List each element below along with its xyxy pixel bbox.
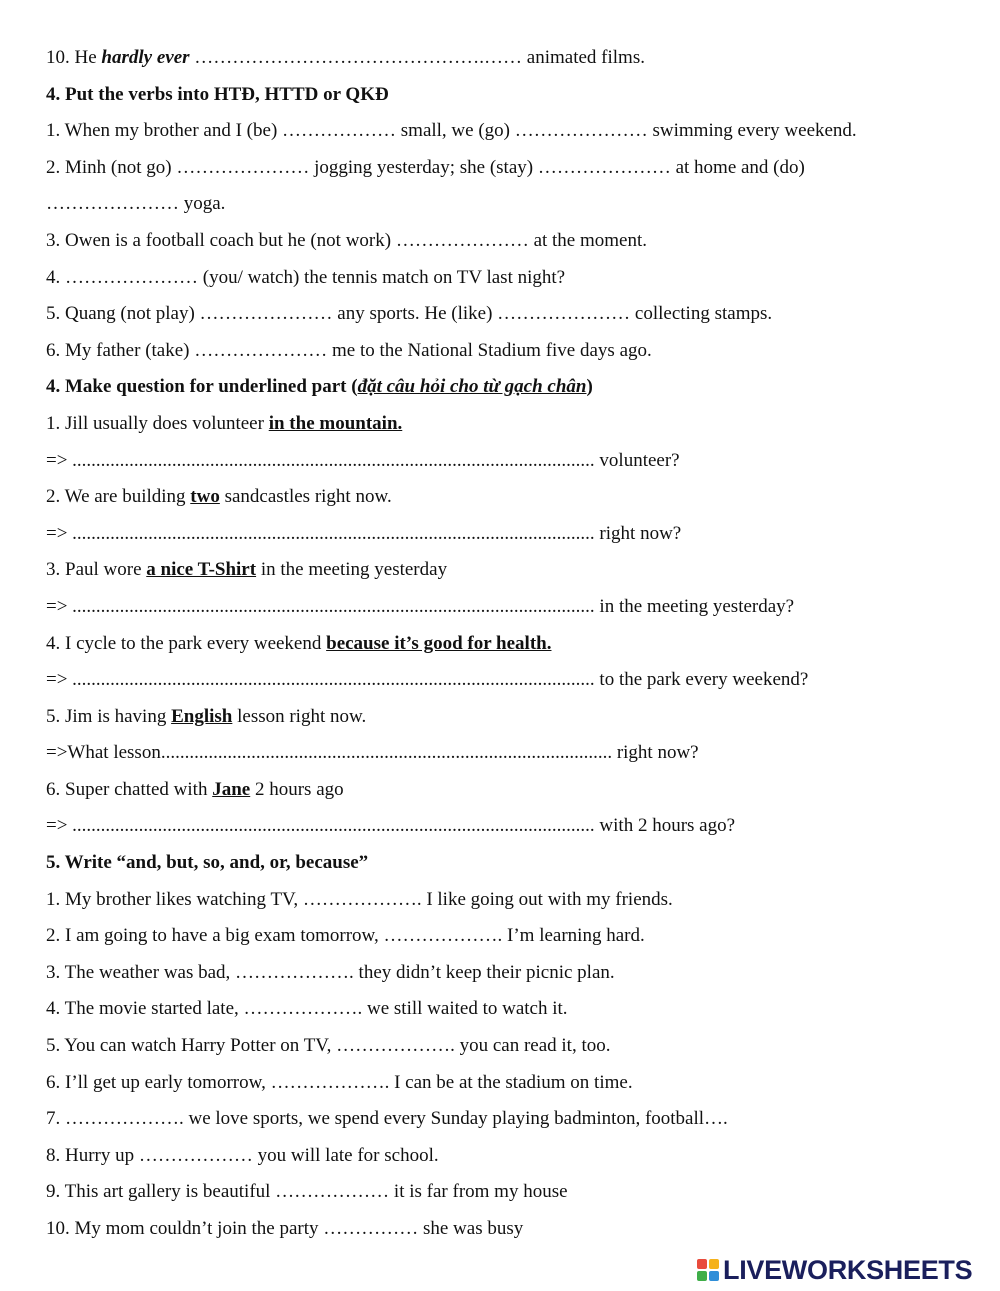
line-text: lesson right now. [232, 705, 367, 727]
underlined-text: a nice T-Shirt [146, 559, 257, 581]
worksheet-line [46, 447, 986, 484]
line-text: 4. I cycle to the park every weekend [46, 632, 327, 654]
underlined-text: because it’s good for health. [326, 632, 552, 654]
line-text: => .............................................................................................................. in the meeting yesterday? [46, 595, 795, 617]
line-text: 6. I’ll get up early tomorrow, ………………. I can be at the stadium on time. [46, 1071, 633, 1093]
underlined-text: in the mountain. [268, 412, 403, 434]
underlined-text: Jane [212, 778, 251, 800]
line-text: => .............................................................................................................. to the park every weekend? [46, 669, 809, 691]
worksheet-line [46, 959, 986, 996]
line-text: ……………………………………….…… animated films. [189, 47, 645, 68]
line-text: ………………… yoga. [46, 193, 226, 215]
worksheet-line [46, 1105, 986, 1142]
line-text: ) [586, 376, 593, 398]
worksheet-line [46, 337, 986, 374]
line-text: =>What lesson............................................................................................... right now? [46, 742, 699, 764]
worksheet-line [46, 190, 986, 227]
line-text: 2. We are building [46, 486, 191, 508]
worksheet-line [46, 1215, 986, 1252]
worksheet-line [46, 1178, 986, 1215]
worksheet-line [46, 812, 986, 849]
worksheet-line [46, 117, 986, 154]
line-text: 4. Make question for underlined part ( [46, 376, 358, 398]
logo-text: LIVEWORKSHEETS [723, 1254, 973, 1285]
worksheet-line [46, 300, 986, 337]
line-text: 5. You can watch Harry Potter on TV, ………………. you can read it, too. [46, 1035, 611, 1057]
line-text: 1. When my brother and I (be) ……………… small, we (go) ………………… swimming every weekend. [46, 120, 857, 142]
line-text: hardly ever [101, 47, 190, 68]
worksheet-line [46, 886, 986, 923]
worksheet-line [46, 703, 986, 740]
underlined-text: English [171, 705, 233, 727]
worksheet-line [46, 410, 986, 447]
worksheet-line [46, 520, 986, 557]
worksheet-line [46, 630, 986, 667]
line-text: 9. This art gallery is beautiful ……………… it is far from my house [46, 1181, 568, 1203]
line-text: => .............................................................................................................. right now? [46, 522, 682, 544]
worksheet-line [46, 776, 986, 813]
line-text: 10. My mom couldn’t join the party …………… she was busy [46, 1218, 524, 1239]
worksheet-line [46, 154, 986, 191]
line-text: 1. My brother likes watching TV, ………………. I like going out with my friends. [46, 888, 673, 910]
logo-mark-icon [697, 1259, 719, 1281]
worksheet-line [46, 849, 986, 886]
worksheet-line [46, 264, 986, 301]
line-text: 4. Put the verbs into HTĐ, HTTD or QKĐ [46, 83, 389, 105]
worksheet-line [46, 227, 986, 264]
line-text: 4. The movie started late, ………………. we still waited to watch it. [46, 998, 568, 1020]
worksheet-line [46, 483, 986, 520]
line-text: sandcastles right now. [219, 486, 392, 508]
line-text: => .............................................................................................................. with 2 hours ago? [46, 815, 736, 837]
worksheet-line [46, 44, 986, 81]
line-text: 2. Minh (not go) ………………… jogging yesterday; she (stay) ………………… at home and (do) [46, 156, 805, 178]
line-text: 6. My father (take) ………………… me to the National Stadium five days ago. [46, 339, 652, 361]
worksheet-line [46, 995, 986, 1032]
line-text: 5. Jim is having [46, 705, 172, 727]
line-text: 3. Paul wore [46, 559, 147, 581]
worksheet-line [46, 1142, 986, 1179]
line-text: 3. The weather was bad, ………………. they didn’t keep their picnic plan. [46, 961, 615, 983]
line-text: 5. Quang (not play) ………………… any sports. He (like) ………………… collecting stamps. [46, 303, 773, 325]
line-text: 2 hours ago [250, 778, 344, 800]
line-text: 1. Jill usually does volunteer [46, 412, 269, 434]
worksheet-line [46, 922, 986, 959]
worksheet-line [46, 373, 986, 410]
worksheet-line [46, 739, 986, 776]
worksheet-line [46, 1069, 986, 1106]
worksheet-page [46, 44, 986, 1252]
worksheet-line [46, 81, 986, 118]
underlined-text: two [190, 486, 220, 508]
line-text: 2. I am going to have a big exam tomorrow, ………………. I’m learning hard. [46, 925, 645, 947]
line-text: in the meeting yesterday [256, 559, 448, 581]
line-text: 4. ………………… (you/ watch) the tennis match on TV last night? [46, 266, 566, 288]
line-text: 3. Owen is a football coach but he (not work) ………………… at the moment. [46, 229, 648, 251]
liveworksheets-logo [697, 1253, 972, 1287]
line-text: 10. He [46, 47, 102, 68]
worksheet-line [46, 1032, 986, 1069]
line-text: 7. ………………. we love sports, we spend every Sunday playing badminton, football…. [46, 1108, 728, 1130]
line-text: 5. Write “and, but, so, and, or, because” [46, 852, 369, 874]
worksheet-line [46, 666, 986, 703]
underlined-text: đặt câu hỏi cho từ gạch chân [357, 376, 587, 398]
line-text: 8. Hurry up ……………… you will late for school. [46, 1144, 439, 1166]
line-text: => .............................................................................................................. volunteer? [46, 449, 680, 471]
worksheet-line [46, 593, 986, 630]
line-text: 6. Super chatted with [46, 778, 213, 800]
worksheet-line [46, 556, 986, 593]
